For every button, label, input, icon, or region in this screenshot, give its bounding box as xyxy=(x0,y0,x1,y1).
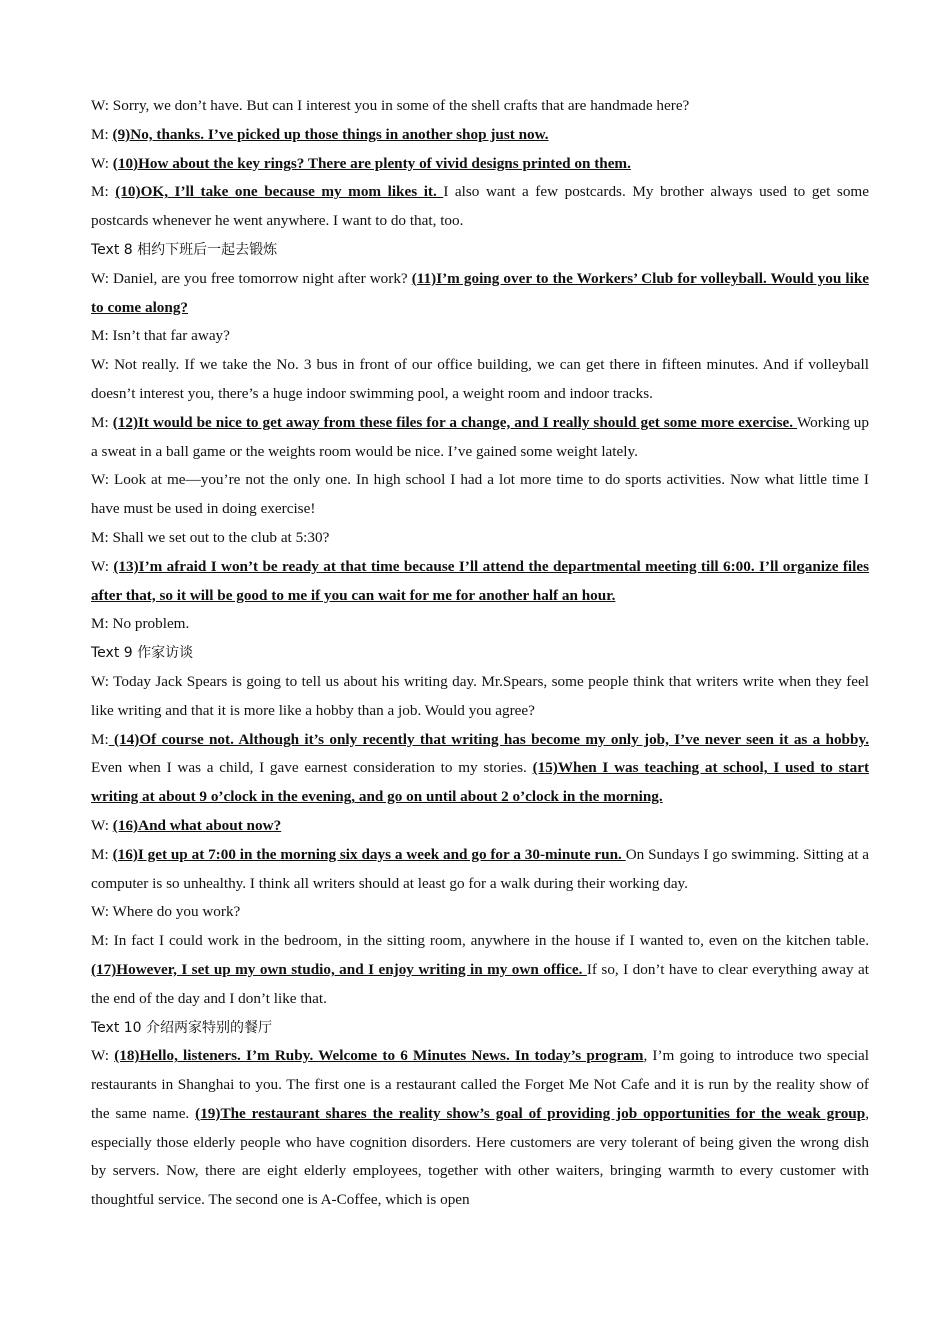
speaker-label: M: xyxy=(91,845,113,863)
section-heading: Text 9 作家访谈 xyxy=(91,645,194,662)
answer-highlight: (11)I’m going over to the Workers’ Club for volleyball. Would you like to come along? xyxy=(91,269,870,316)
dialogue-text: If so, I don’t have to clear everything away at the end of the day and I don’t like that. xyxy=(91,960,869,1007)
dialogue-line xyxy=(91,121,869,150)
speaker-label: W: xyxy=(91,154,113,172)
dialogue-line xyxy=(91,927,869,1013)
speaker-label: M: xyxy=(91,183,116,201)
dialogue-text: M: Isn’t that far away? xyxy=(91,327,230,345)
section-heading: Text 8 相约下班后一起去锻炼 xyxy=(91,241,278,258)
dialogue-text: , I’m going to introduce two special restaurants in Shanghai to you. The first one is a restaurant called the Forget Me Not Cafe and it is run by the reality show of the same name. xyxy=(91,1047,869,1122)
dialogue-text: Even when I was a child, I gave earnest consideration to my stories. xyxy=(91,759,533,777)
dialogue-line xyxy=(91,92,869,121)
dialogue-text: M: No problem. xyxy=(91,615,190,633)
speaker-label: W: xyxy=(91,816,113,834)
speaker-label: M: xyxy=(91,125,113,143)
document-page xyxy=(91,92,869,1215)
dialogue-text: W: Today Jack Spears is going to tell us about his writing day. Mr.Spears, some people think that writers write when they feel like writing and that it is more like a hobby than a job. Would you agree? xyxy=(91,672,869,719)
answer-highlight: (19)The restaurant shares the reality show’s goal of providing job opportunities for the weak group xyxy=(195,1104,866,1122)
dialogue-text: I also want a few postcards. My brother always used to get some postcards whenever he went anywhere. I want to do that, too. xyxy=(91,183,869,230)
answer-highlight: (13)I’m afraid I won’t be ready at that time because I’ll attend the departmental meeting till 6:00. I’ll organize files after that, so it will be good to me if you can wait for me for another half an hour. xyxy=(91,557,869,604)
answer-highlight: (14)Of course not. Although it’s only recently that writing has become my only job, I’ve never seen it as a hobby. xyxy=(108,730,869,748)
dialogue-line xyxy=(91,466,869,524)
dialogue-text: Working up a sweat in a ball game or the weights room would be nice. I’ve gained some weight lately. xyxy=(91,413,869,460)
dialogue-line xyxy=(91,178,869,236)
dialogue-text: W: Daniel, are you free tomorrow night after work? xyxy=(91,269,412,287)
dialogue-text: W: Sorry, we don’t have. But can I interest you in some of the shell crafts that are handmade here? xyxy=(91,97,690,114)
dialogue-line xyxy=(91,265,869,323)
dialogue-text: M: In fact I could work in the bedroom, in the sitting room, anywhere in the house if I wanted to, even on the kitchen table. xyxy=(91,932,869,950)
answer-highlight: (16)And what about now? xyxy=(112,816,282,834)
answer-highlight: (10)OK, I’ll take one because my mom likes it. xyxy=(115,183,444,201)
speaker-label: M: xyxy=(91,413,113,431)
answer-highlight: (9)No, thanks. I’ve picked up those things in another shop just now. xyxy=(112,125,549,143)
dialogue-line xyxy=(91,841,869,899)
dialogue-line xyxy=(91,812,869,841)
dialogue-line xyxy=(91,409,869,467)
answer-highlight: (17)However, I set up my own studio, and I enjoy writing in my own office. xyxy=(91,960,587,978)
answer-highlight: (10)How about the key rings? There are plenty of vivid designs printed on them. xyxy=(112,154,631,172)
dialogue-text: W: Not really. If we take the No. 3 bus in front of our office building, we can get there in fifteen minutes. And if volleyball doesn’t interest you, there’s a huge indoor swimming pool, a weight room and indoor tracks. xyxy=(91,356,869,402)
dialogue-line xyxy=(91,553,869,611)
dialogue-text: On Sundays I go swimming. Sitting at a computer is so unhealthy. I think all writers should at least go for a walk during their working day. xyxy=(91,845,869,892)
dialogue-line xyxy=(91,668,869,726)
answer-highlight: (12)It would be nice to get away from these files for a change, and I really should get some more exercise. xyxy=(112,413,798,431)
dialogue-line xyxy=(91,610,869,639)
dialogue-text: M: Shall we set out to the club at 5:30? xyxy=(91,528,330,546)
speaker-label: M: xyxy=(91,730,109,748)
answer-highlight: (16)I get up at 7:00 in the morning six days a week and go for a 30-minute run. xyxy=(112,845,626,863)
speaker-label: W: xyxy=(91,557,114,575)
answer-highlight: (18)Hello, listeners. I’m Ruby. Welcome to 6 Minutes News. In today’s program xyxy=(114,1047,644,1065)
dialogue-line xyxy=(91,322,869,351)
dialogue-line xyxy=(91,524,869,553)
dialogue-line xyxy=(91,351,869,409)
dialogue-text: W: Look at me—you’re not the only one. In high school I had a lot more time to do sports activities. Now what little time I have must be used in doing exercise! xyxy=(91,471,869,518)
dialogue-text: W: Where do you work? xyxy=(91,903,241,921)
dialogue-line xyxy=(91,726,869,812)
dialogue-text: , especially those elderly people who have cognition disorders. Here customers are very tolerant of being given the wrong dish by servers. Now, there are eight elderly employees, together with other waiters, bringing warmth to every customer with thoughtful service. The second one is A-Coffee, which is open xyxy=(91,1104,870,1209)
section-heading: Text 10 介绍两家特别的餐厅 xyxy=(91,1019,273,1036)
answer-highlight: (15)When I was teaching at school, I used to start writing at about 9 o’clock in the evening, and go on until about 2 o’clock in the morning. xyxy=(91,759,870,806)
dialogue-line xyxy=(91,150,869,179)
speaker-label: W: xyxy=(91,1047,115,1065)
dialogue-line xyxy=(91,1042,869,1215)
dialogue-line xyxy=(91,898,869,927)
